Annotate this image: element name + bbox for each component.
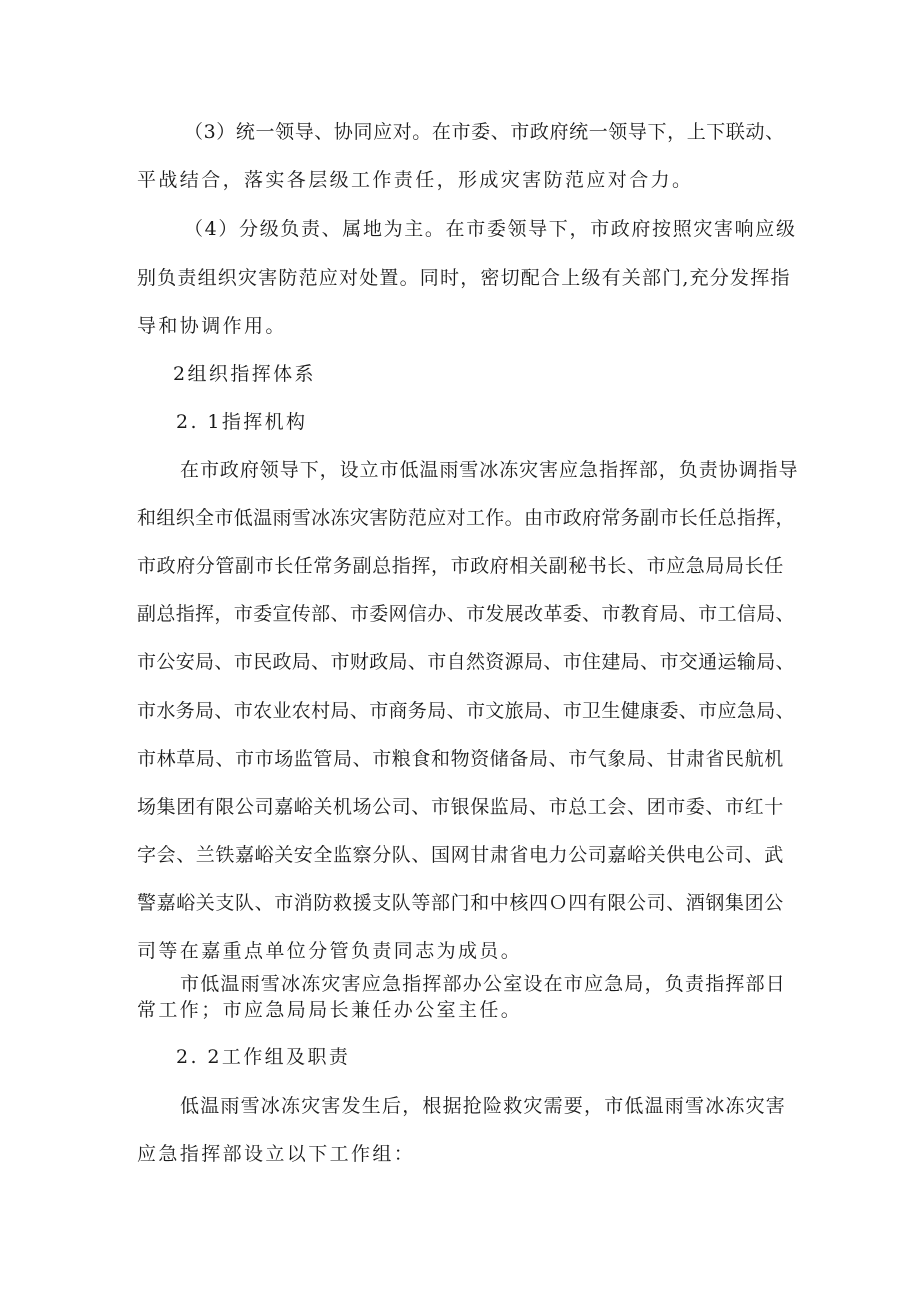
workgroup-line-2: 应急指挥部设立以下工作组： <box>137 1143 416 1165</box>
command-line-1: 在市政府领导下，设立市低温雨雪冰冻灾害应急指挥部，负责协调指导 <box>180 459 799 481</box>
command-line-2: 和组织全市低温雨雪冰冻灾害防范应对工作。由市政府常务副市长任总指挥， <box>137 507 795 529</box>
command-line-4: 副总指挥，市委宣传部、市委网信办、市发展改革委、市教育局、市工信局、 <box>137 603 795 625</box>
workgroup-line-1: 低温雨雪冰冻灾害发生后，根据抢险救灾需要，市低温雨雪冰冻灾害 <box>180 1095 787 1117</box>
command-line-10: 警嘉峪关支队、市消防救援支队等部门和中核四Ｏ四有限公司、酒钢集团公 <box>137 892 784 914</box>
principle-3-line-1: （3）统一领导、协同应对。在市委、市政府统一领导下，上下联动、 <box>184 121 785 143</box>
command-line-3: 市政府分管副市长任常务副总指挥，市政府相关副秘书长、市应急局局长任 <box>137 555 784 577</box>
command-line-8: 场集团有限公司嘉峪关机场公司、市银保监局、市总工会、团市委、市红十 <box>137 796 784 818</box>
command-line-11: 司等在嘉重点单位分管负责同志为成员。 <box>137 940 523 962</box>
command-line-7: 市林草局、市市场监管局、市粮食和物资储备局、市气象局、甘肃省民航机 <box>137 748 784 770</box>
principle-3-line-2: 平战结合，落实各层级工作责任，形成灾害防范应对合力。 <box>137 169 694 191</box>
section-heading-2-2: 2. 2工作组及职责 <box>176 1046 351 1068</box>
command-line-5: 市公安局、市民政局、市财政局、市自然资源局、市住建局、市交通运输局、 <box>137 651 795 673</box>
section-heading-2: 2组织指挥体系 <box>173 363 316 385</box>
section-heading-2-1: 2. 1指挥机构 <box>176 411 308 433</box>
principle-4-line-3: 导和协调作用。 <box>137 315 287 337</box>
principle-4-line-2: 别负责组织灾害防范应对处置。同时，密切配合上级有关部门,充分发挥指 <box>137 267 791 289</box>
office-line-1: 市低温雨雪冰冻灾害应急指挥部办公室设在市应急局，负责指挥部日 <box>180 973 787 995</box>
command-line-6: 市水务局、市农业农村局、市商务局、市文旅局、市卫生健康委、市应急局、 <box>137 700 795 722</box>
office-line-2: 常工作；市应急局局长兼任办公室主任。 <box>137 999 523 1021</box>
principle-4-line-1: （4）分级负责、属地为主。在市委领导下，市政府按照灾害响应级 <box>184 218 797 240</box>
command-line-9: 字会、兰铁嘉峪关安全监察分队、国网甘肃省电力公司嘉峪关供电公司、武 <box>137 844 784 866</box>
